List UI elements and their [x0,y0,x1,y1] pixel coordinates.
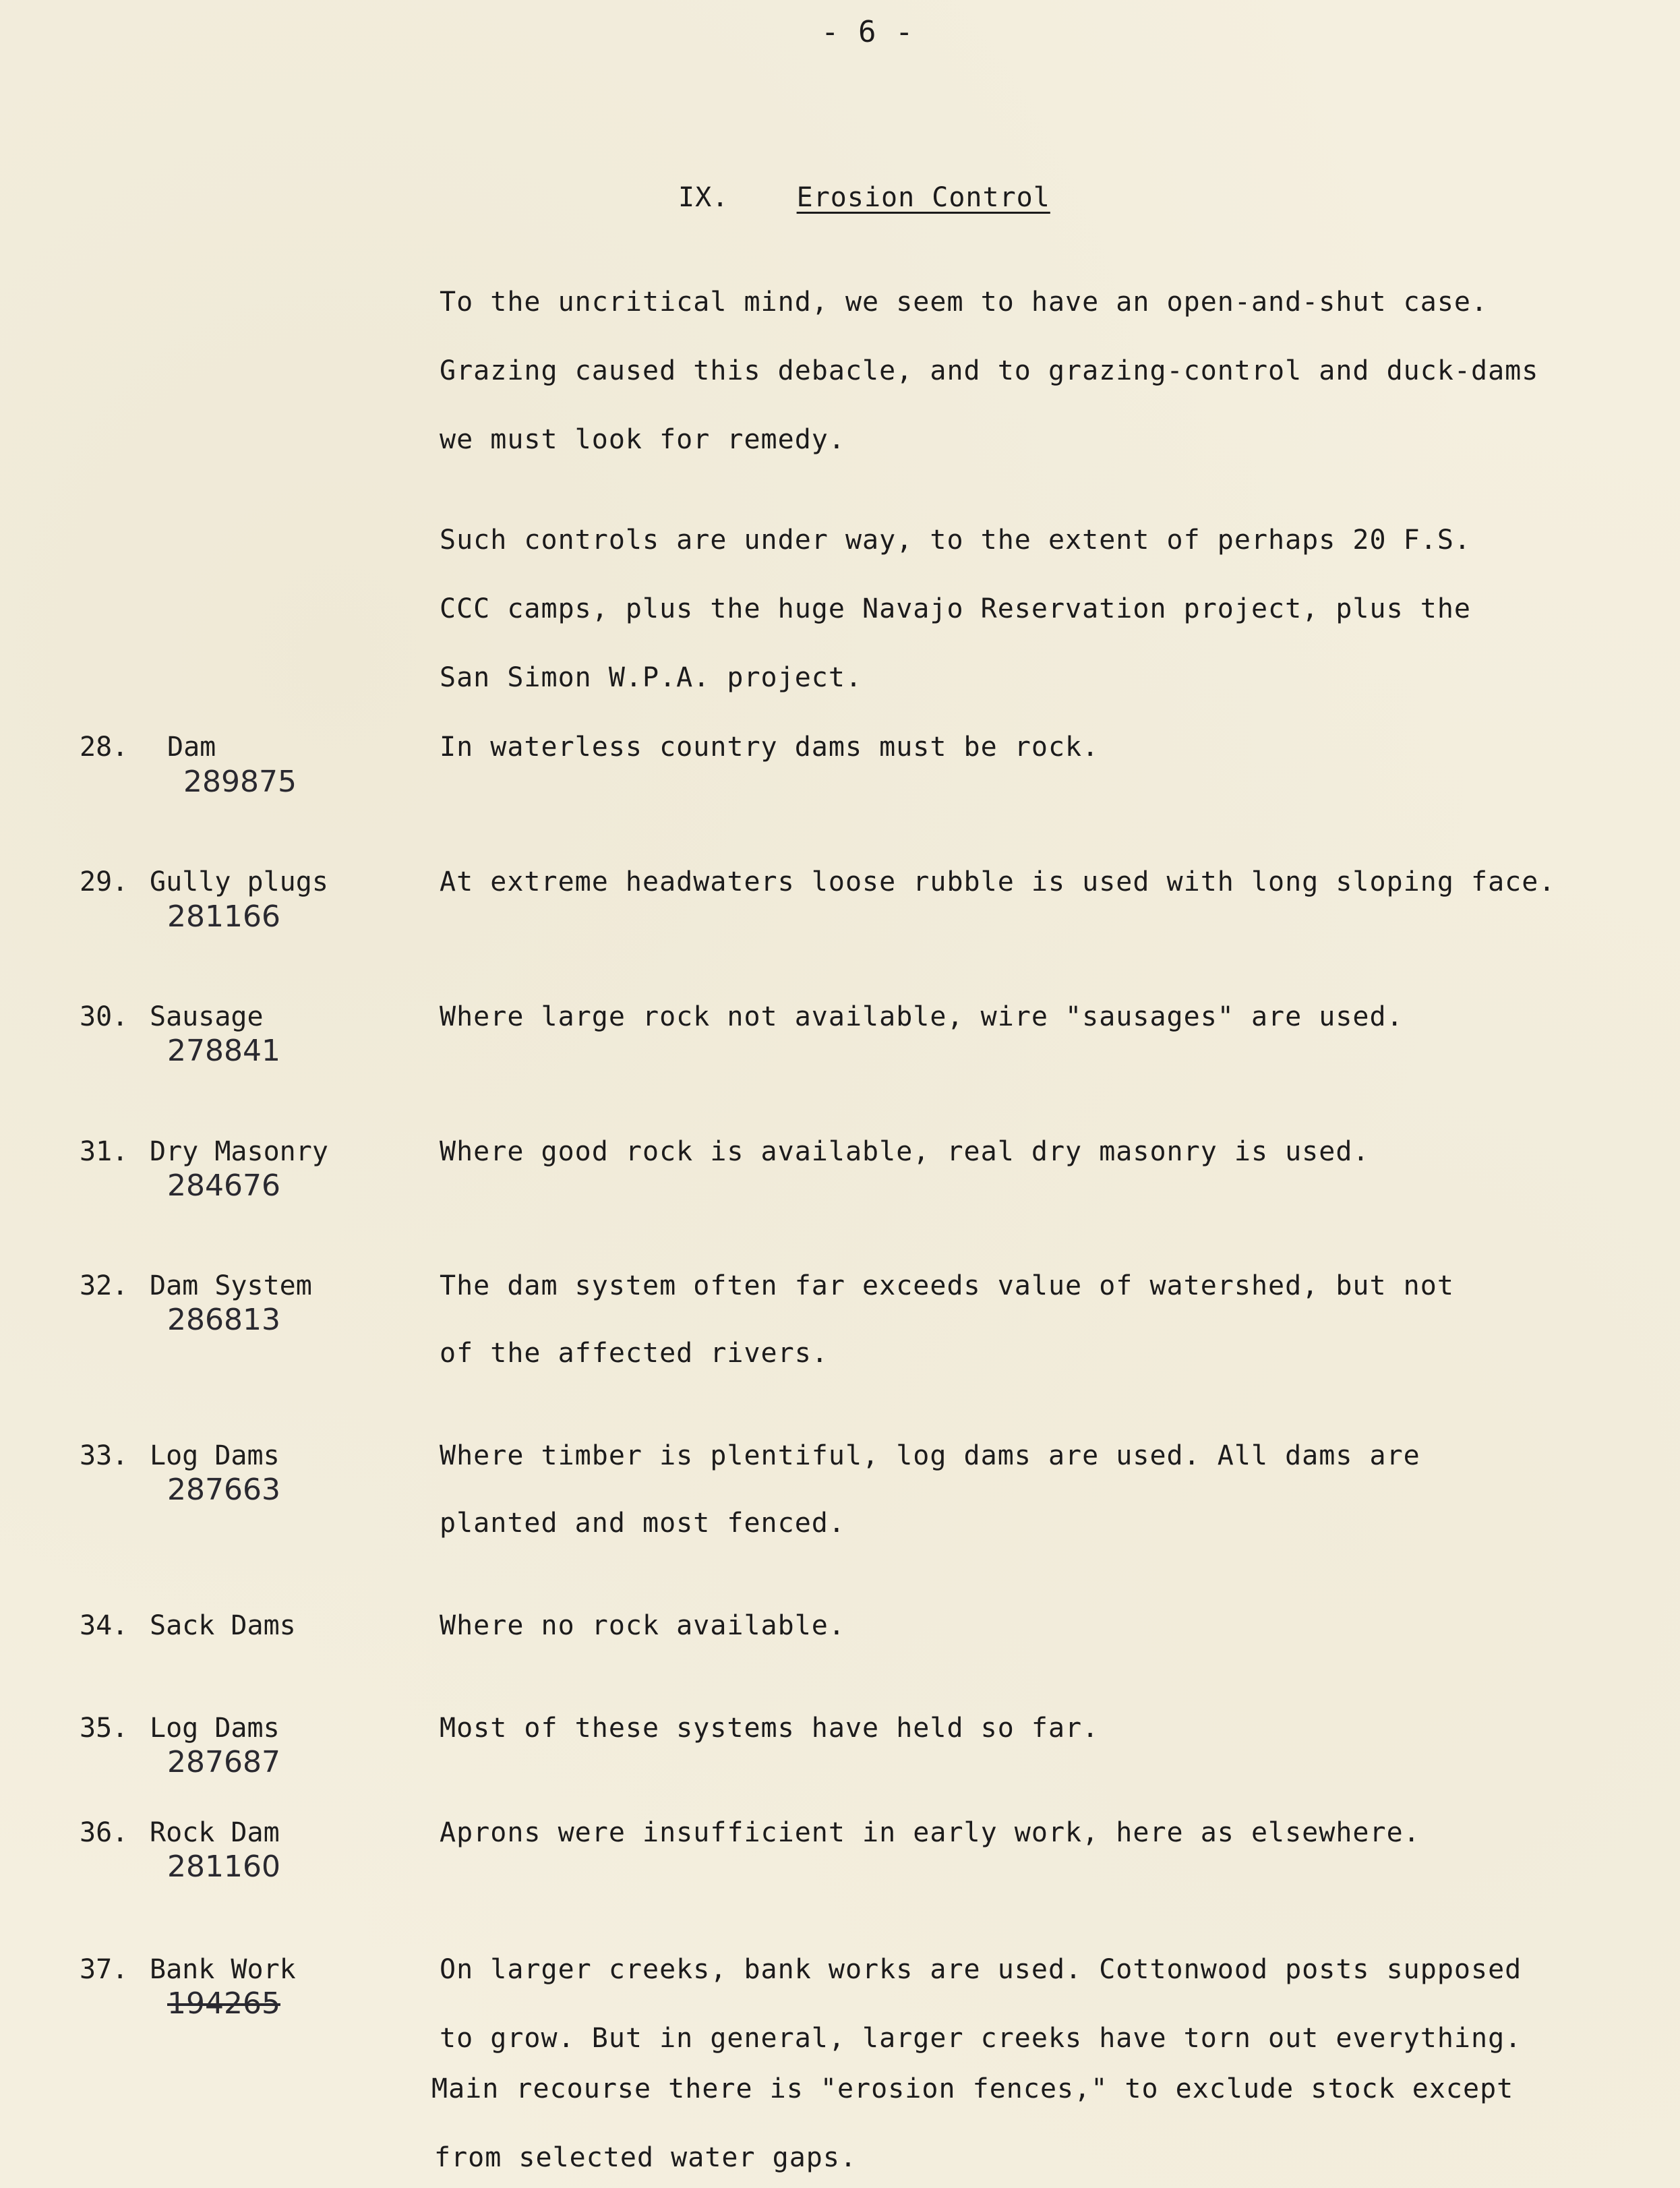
section-numeral: IX. [678,182,729,213]
entry-label: Rock Dam [150,1817,280,1848]
entry-text-line: Aprons were insufficient in early work, here as elsewhere. [440,1817,1420,1848]
entry-text-line: from selected water gaps. [434,2142,858,2173]
entry-text-line: Main recourse there is "erosion fences," to exclude stock except [431,2073,1514,2104]
entry-photo-number: 287687 [167,1745,280,1779]
section-title: Erosion Control [796,182,1050,213]
intro-paragraph-1-line: we must look for remedy. [440,424,845,455]
entry-label: Bank Work [150,1954,296,1985]
entry-text-line: The dam system often far exceeds value of watershed, but not [440,1270,1454,1301]
entry-number: 34. [80,1610,129,1641]
intro-paragraph-2-line: CCC camps, plus the huge Navajo Reservation project, plus the [440,593,1472,624]
entry-label: Dry Masonry [150,1136,328,1167]
entry-text-line: At extreme headwaters loose rubble is used with long sloping face. [440,866,1556,897]
entry-number: 31. [80,1136,129,1167]
entry-photo-number: 287663 [167,1473,280,1507]
entry-label: Sausage [150,1001,264,1032]
intro-paragraph-1-line: To the uncritical mind, we seem to have an open-and-shut case. [440,287,1489,318]
entry-label: Dam [167,732,216,763]
entry-number: 33. [80,1440,129,1471]
entry-label: Log Dams [150,1713,280,1744]
entry-label: Dam System [150,1270,312,1301]
entry-label: Log Dams [150,1440,280,1471]
entry-text-line: of the affected rivers. [440,1338,829,1369]
entry-photo-number: 281160 [167,1850,280,1884]
intro-paragraph-2-line: San Simon W.P.A. project. [440,662,863,693]
entry-photo-number: 281166 [167,899,280,934]
entry-text-line: In waterless country dams must be rock. [440,732,1100,763]
entry-text-line: On larger creeks, bank works are used. Cottonwood posts supposed [440,1954,1522,1985]
entry-number: 36. [80,1817,129,1848]
entry-text-line: Where timber is plentiful, log dams are used. All dams are [440,1440,1420,1471]
entry-number: 37. [80,1954,129,1985]
entry-photo-number: 289875 [183,765,297,799]
entry-photo-number-struck: 194265 [167,1986,280,2021]
entry-number: 28. [80,732,129,763]
entry-photo-number: 284676 [167,1169,280,1203]
entry-number: 29. [80,866,129,897]
entry-number: 30. [80,1001,129,1032]
entry-label: Sack Dams [150,1610,296,1641]
entry-label: Gully plugs [150,866,328,897]
intro-paragraph-1-line: Grazing caused this debacle, and to grazing-control and duck-dams [440,355,1539,386]
entry-text-line: to grow. But in general, larger creeks have torn out everything. [440,2023,1522,2054]
section-heading [678,182,1050,213]
page-number: - 6 - [821,15,914,49]
intro-paragraph-2-line: Such controls are under way, to the extent of perhaps 20 F.S. [440,525,1472,556]
entry-text-line: Where no rock available. [440,1610,845,1641]
entry-text-line: Where large rock not available, wire "sausages" are used. [440,1001,1404,1032]
entry-photo-number: 278841 [167,1034,280,1068]
entry-number: 32. [80,1270,129,1301]
entry-text-line: planted and most fenced. [440,1508,845,1539]
entry-number: 35. [80,1713,129,1744]
entry-photo-number: 286813 [167,1303,280,1337]
entry-text-line: Where good rock is available, real dry masonry is used. [440,1136,1370,1167]
entry-text-line: Most of these systems have held so far. [440,1713,1100,1744]
